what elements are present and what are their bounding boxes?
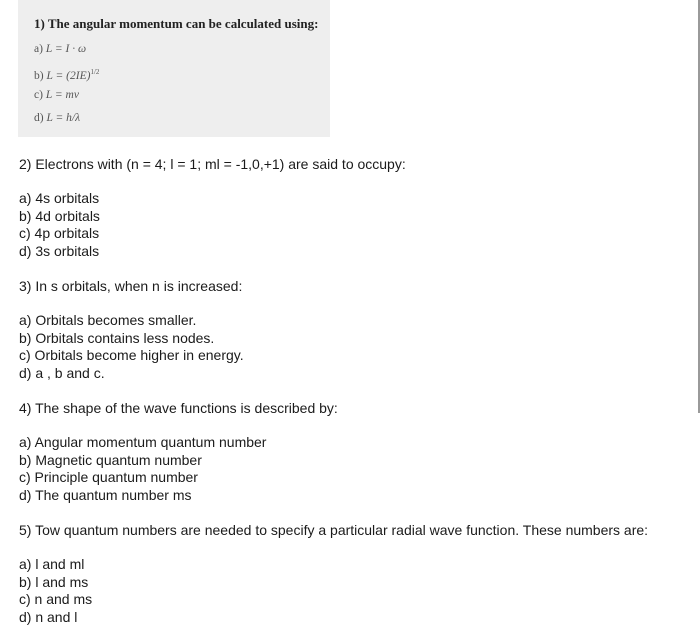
question-2 [19, 155, 406, 260]
question-5-option-c: c) n and ms [19, 591, 93, 608]
question-5 [19, 521, 648, 626]
question-2-stem: 2) Electrons with (n = 4; l = 1; ml = -1,0,+1) are said to occupy: [19, 156, 406, 172]
question-3-option-a: a) Orbitals becomes smaller. [19, 312, 197, 328]
question-4-option-c: c) Principle quantum number [19, 469, 198, 486]
question-4-option-a: a) Angular momentum quantum number [19, 434, 267, 450]
question-1-stem: 1) The angular momentum can be calculated using: [34, 16, 319, 31]
question-4-option-d: d) The quantum number ms [19, 486, 192, 503]
question-3 [19, 277, 244, 382]
option-formula: L = h/λ [46, 112, 81, 124]
question-4-option-b: b) Magnetic quantum number [19, 451, 202, 468]
question-1-option-b [34, 64, 330, 87]
option-prefix: b) [34, 69, 47, 82]
option-formula: L = (2IE) [46, 69, 91, 82]
question-1-option-c [34, 87, 330, 110]
question-4-stem: 4) The shape of the wave functions is described by: [19, 400, 338, 416]
option-prefix: c) [34, 89, 46, 101]
question-1-option-a [34, 41, 330, 64]
option-formula: L = I ∙ ω [45, 43, 87, 55]
question-2-option-b: b) 4d orbitals [19, 207, 100, 224]
question-2-option-a: a) 4s orbitals [19, 190, 100, 206]
question-3-option-b: b) Orbitals contains less nodes. [19, 329, 215, 346]
question-1-option-d [34, 110, 330, 133]
option-prefix: a) [34, 43, 46, 55]
question-2-option-c: c) 4p orbitals [19, 225, 100, 242]
question-1-image [18, 0, 330, 137]
question-3-stem: 3) In s orbitals, when n is increased: [19, 278, 243, 294]
question-5-option-d: d) n and l [19, 608, 78, 625]
option-formula: L = mv [45, 89, 79, 101]
question-5-option-a: a) l and ml [19, 556, 85, 572]
question-4 [19, 399, 338, 504]
option-superscript: 1/2 [90, 68, 100, 76]
option-prefix: d) [34, 112, 47, 124]
question-3-option-c: c) Orbitals become higher in energy. [19, 347, 244, 364]
question-3-option-d: d) a , b and c. [19, 364, 105, 381]
question-5-option-b: b) l and ms [19, 573, 89, 590]
question-2-option-d: d) 3s orbitals [19, 242, 100, 259]
question-5-stem: 5) Tow quantum numbers are needed to specify a particular radial wave function. These numbers are: [19, 522, 649, 538]
